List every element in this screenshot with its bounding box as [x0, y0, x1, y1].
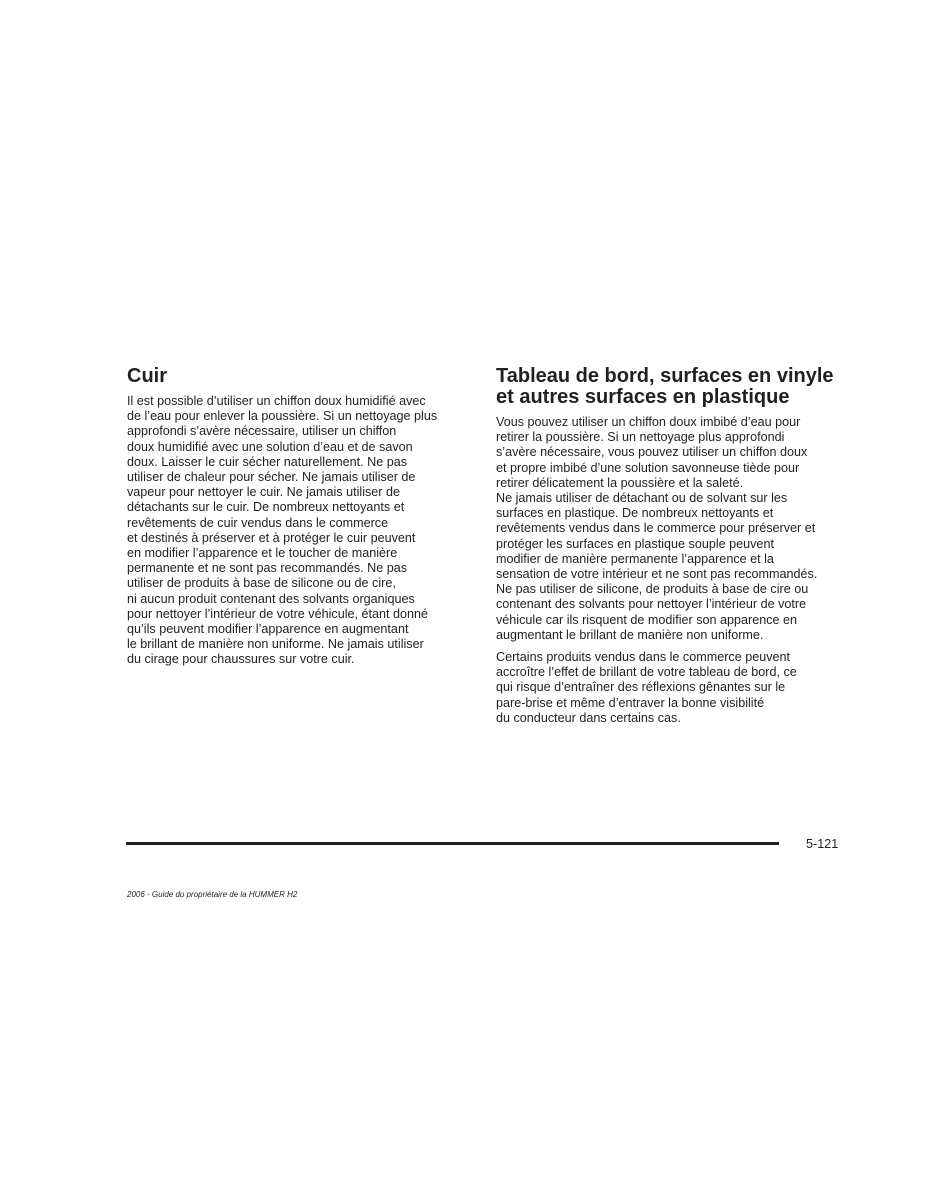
body-line: revêtements de cuir vendus dans le commerce: [127, 515, 389, 530]
body-line: pour nettoyer l’intérieur de votre véhicule, étant donné: [127, 606, 429, 621]
body-line: et propre imbibé d’une solution savonneuse tiède pour: [496, 460, 800, 475]
dashboard-paragraph-2: [496, 650, 846, 726]
body-line: vapeur pour nettoyer le cuir. Ne jamais utiliser de: [127, 485, 400, 500]
body-line: Ne pas utiliser de silicone, de produits à base de cire ou: [496, 582, 809, 597]
body-line: détachants sur le cuir. De nombreux nettoyants et: [127, 500, 405, 515]
body-line: augmentant le brillant de manière non uniforme.: [496, 627, 764, 642]
page-number: 5-121: [806, 837, 839, 851]
body-line: surfaces en plastique. De nombreux nettoyants et: [496, 506, 774, 521]
paragraph-spacer: [496, 643, 846, 650]
body-line: accroître l’effet de brillant de votre tableau de bord, ce: [496, 665, 797, 680]
body-line: Certains produits vendus dans le commerce peuvent: [496, 650, 791, 665]
body-line: retirer délicatement la poussière et la saleté.: [496, 475, 744, 490]
body-line: du cirage pour chaussures sur votre cuir.: [127, 652, 355, 667]
leather-section: [127, 366, 472, 668]
dashboard-heading: [496, 366, 846, 408]
body-line: du conducteur dans certains cas.: [496, 710, 681, 725]
body-line: qui risque d’entraîner des réflexions gênantes sur le: [496, 680, 786, 695]
dashboard-heading-line: Tableau de bord, surfaces en vinyle: [496, 365, 834, 387]
body-line: permanente et ne sont pas recommandés. Ne pas: [127, 561, 408, 576]
body-line: Il est possible d’utiliser un chiffon doux humidifié avec: [127, 394, 426, 408]
body-line: modifier de manière permanente l’apparence et la: [496, 551, 774, 566]
body-line: Ne jamais utiliser de détachant ou de solvant sur les: [496, 491, 788, 506]
body-line: revêtements vendus dans le commerce pour préserver et: [496, 521, 816, 536]
body-line: contenant des solvants pour nettoyer l’intérieur de votre: [496, 597, 807, 612]
body-line: ni aucun produit contenant des solvants organiques: [127, 591, 415, 606]
body-line: de l’eau pour enlever la poussière. Si un nettoyage plus: [127, 409, 438, 424]
leather-heading: Cuir: [127, 365, 167, 387]
body-line: utiliser de chaleur pour sécher. Ne jamais utiliser de: [127, 470, 416, 485]
body-line: pare-brise et même d’entraver la bonne visibilité: [496, 695, 765, 710]
body-line: sensation de votre intérieur et ne sont pas recommandés.: [496, 567, 818, 582]
dashboard-paragraph-1: [496, 415, 846, 643]
body-line: qu’ils peuvent modifier l’apparence en augmentant: [127, 622, 409, 637]
dashboard-heading-line: et autres surfaces en plastique: [496, 386, 790, 408]
body-line: Vous pouvez utiliser un chiffon doux imbibé d’eau pour: [496, 415, 801, 429]
body-line: en modifier l’apparence et le toucher de manière: [127, 546, 398, 561]
body-line: s’avère nécessaire, vous pouvez utiliser un chiffon doux: [496, 445, 808, 460]
body-line: le brillant de manière non uniforme. Ne jamais utiliser: [127, 637, 424, 652]
body-line: et destinés à préserver et à protéger le cuir peuvent: [127, 530, 416, 545]
body-line: utiliser de produits à base de silicone ou de cire,: [127, 576, 396, 591]
body-line: véhicule car ils risquent de modifier son apparence en: [496, 612, 798, 627]
dashboard-section: [496, 366, 846, 726]
leather-body: [127, 394, 472, 668]
body-line: doux humidifié avec une solution d’eau et de savon: [127, 439, 413, 454]
footer-note: 2006 - Guide du propriétaire de la HUMMER H2: [127, 890, 298, 899]
body-line: protéger les surfaces en plastique souple peuvent: [496, 536, 774, 551]
body-line: retirer la poussière. Si un nettoyage plus approfondi: [496, 430, 785, 445]
footer-rule: [126, 842, 779, 845]
body-line: doux. Laisser le cuir sécher naturellement. Ne pas: [127, 454, 408, 469]
body-line: approfondi s’avère nécessaire, utiliser un chiffon: [127, 424, 397, 439]
